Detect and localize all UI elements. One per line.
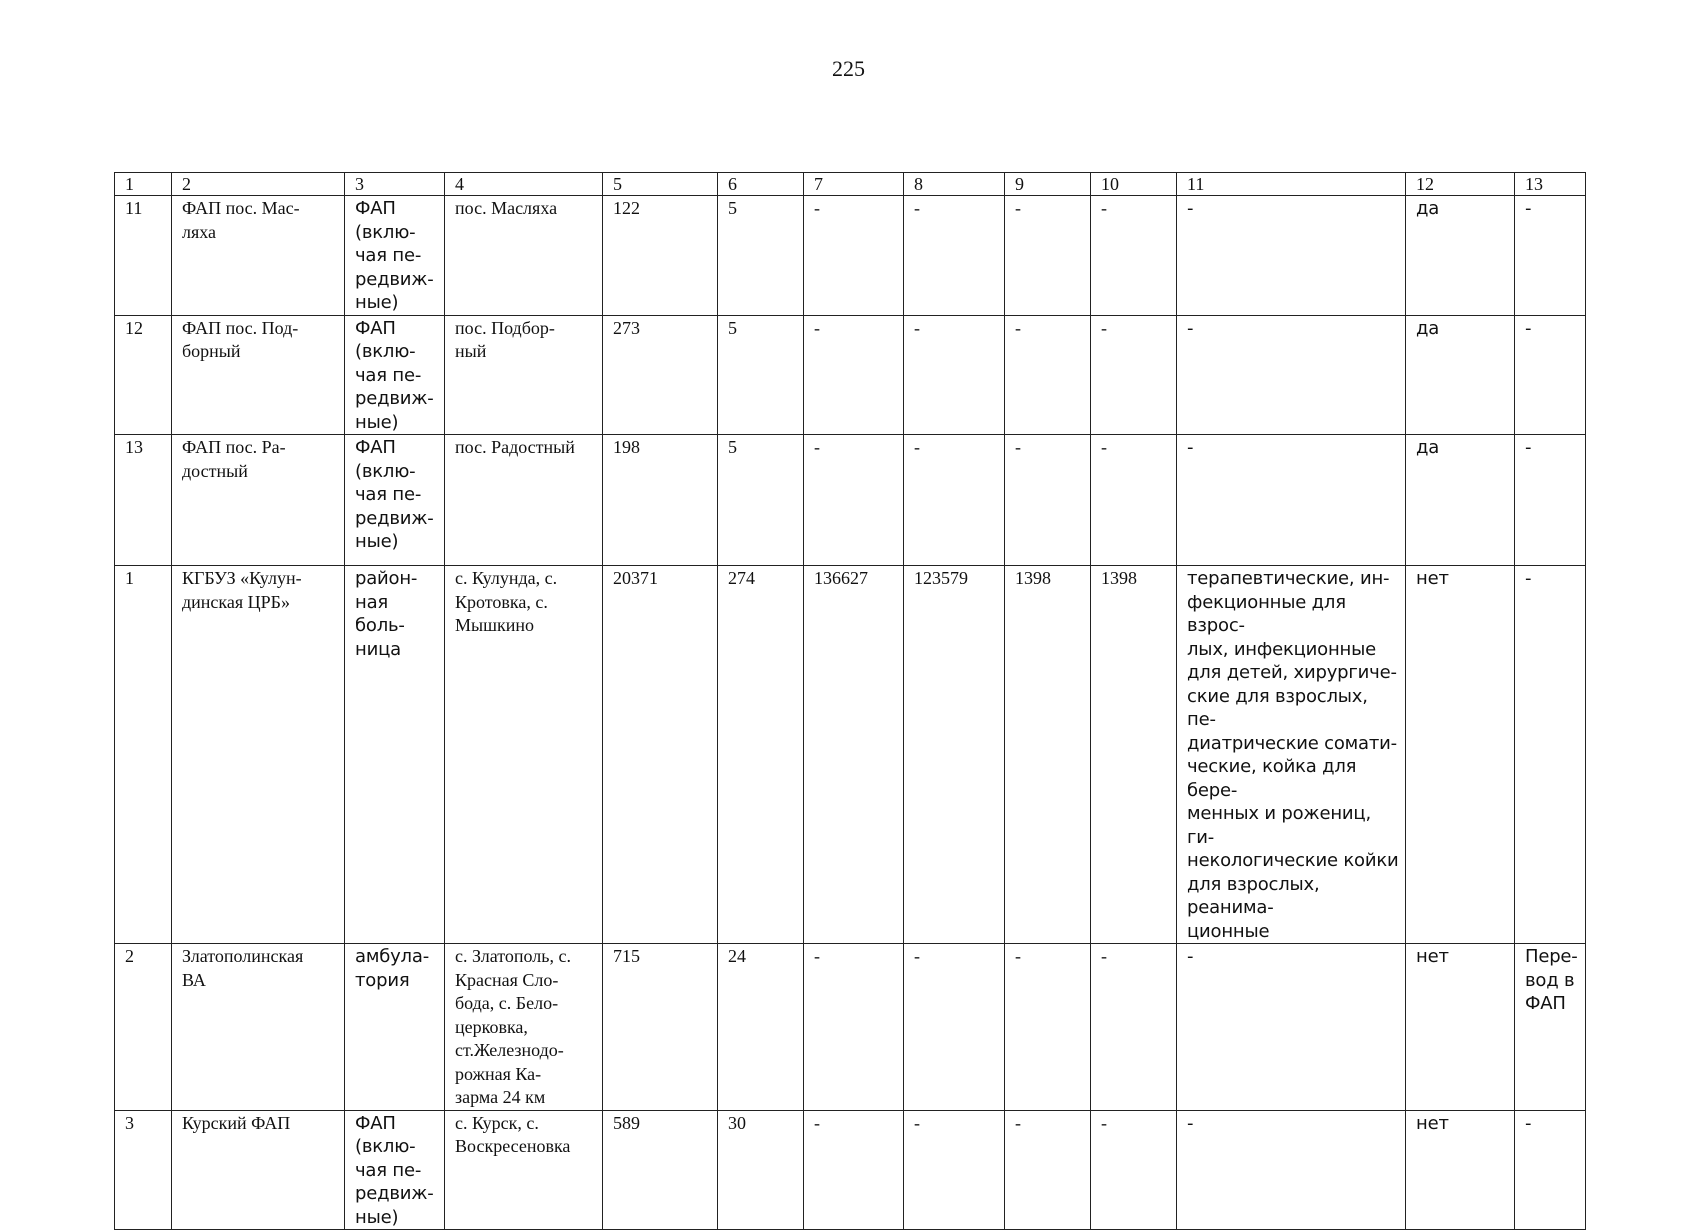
table-cell: - — [904, 944, 1005, 1111]
table-cell: да — [1406, 435, 1515, 566]
table-cell: - — [904, 315, 1005, 435]
table-cell: Златополинская ВА — [172, 944, 345, 1111]
table-cell: 123579 — [904, 566, 1005, 944]
table-cell: - — [1515, 196, 1586, 316]
table-cell: 1398 — [1005, 566, 1091, 944]
table-row — [115, 435, 1586, 566]
table-cell: - — [804, 315, 904, 435]
table-cell: ФАП (вклю- чая пе- редвиж- ные) — [345, 315, 445, 435]
table-row — [115, 315, 1586, 435]
table-cell: 589 — [603, 1110, 718, 1230]
table-cell: - — [1091, 944, 1177, 1111]
table-cell: 3 — [115, 1110, 172, 1230]
table-cell: 274 — [718, 566, 804, 944]
table-cell: Курский ФАП — [172, 1110, 345, 1230]
page-number: 225 — [832, 56, 865, 81]
table-cell: - — [1091, 435, 1177, 566]
table-cell: 11 — [115, 196, 172, 316]
table-row — [115, 944, 1586, 1111]
table-cell: пос. Подбор- ный — [445, 315, 603, 435]
table-cell: 5 — [718, 315, 804, 435]
table-cell: - — [1177, 435, 1406, 566]
table-cell: ФАП пос. Ра- достный — [172, 435, 345, 566]
table-header-row — [115, 173, 1586, 196]
table-cell: 12 — [115, 315, 172, 435]
table-cell: КГБУЗ «Кулун- динская ЦРБ» — [172, 566, 345, 944]
table-cell: 30 — [718, 1110, 804, 1230]
table-cell: - — [804, 435, 904, 566]
column-header: 6 — [718, 173, 804, 196]
table-cell: ФАП пос. Мас- ляха — [172, 196, 345, 316]
table-cell: пос. Масляха — [445, 196, 603, 316]
table-cell: терапевтические, ин- фекционные для взрос- лых, инфекционные для детей, хирургиче- ские для взрослых, пе- диатрические сомати- ческие, койка для бере- менных и рожениц, ги- некологические койки для взрослых, реанима- ционные — [1177, 566, 1406, 944]
table-cell: - — [1177, 315, 1406, 435]
table-cell: - — [1005, 944, 1091, 1111]
column-header: 8 — [904, 173, 1005, 196]
table-cell: да — [1406, 315, 1515, 435]
table-cell: да — [1406, 196, 1515, 316]
table-cell: - — [1515, 1110, 1586, 1230]
table-cell: - — [1091, 196, 1177, 316]
table-cell: с. Кулунда, с. Кротовка, с. Мышкино — [445, 566, 603, 944]
column-header: 13 — [1515, 173, 1586, 196]
table-cell: 136627 — [804, 566, 904, 944]
table-cell: 198 — [603, 435, 718, 566]
table-row — [115, 196, 1586, 316]
table-cell: с. Златополь, с. Красная Сло- бода, с. Бело- церковка, ст.Железнодо- рожная Ка- зарма 24 км — [445, 944, 603, 1111]
table-cell: 1 — [115, 566, 172, 944]
table-cell: - — [904, 196, 1005, 316]
column-header: 9 — [1005, 173, 1091, 196]
table-cell: - — [1177, 944, 1406, 1111]
table-cell: - — [804, 944, 904, 1111]
table-cell: - — [904, 435, 1005, 566]
table-cell: с. Курск, с. Воскресеновка — [445, 1110, 603, 1230]
table-cell: ФАП (вклю- чая пе- редвиж- ные) — [345, 1110, 445, 1230]
column-header: 7 — [804, 173, 904, 196]
table-row — [115, 566, 1586, 944]
table-cell: 122 — [603, 196, 718, 316]
table-cell: - — [1005, 196, 1091, 316]
table-cell: 1398 — [1091, 566, 1177, 944]
column-header: 1 — [115, 173, 172, 196]
table-cell: - — [1515, 566, 1586, 944]
table-cell: амбула- тория — [345, 944, 445, 1111]
table-cell: 5 — [718, 196, 804, 316]
table-cell: нет — [1406, 566, 1515, 944]
table-cell: ФАП пос. Под- борный — [172, 315, 345, 435]
table-cell: 24 — [718, 944, 804, 1111]
table-cell: 5 — [718, 435, 804, 566]
table-cell: - — [1091, 315, 1177, 435]
column-header: 5 — [603, 173, 718, 196]
table-cell: - — [1177, 1110, 1406, 1230]
table-cell: - — [804, 1110, 904, 1230]
column-header: 12 — [1406, 173, 1515, 196]
table-cell: - — [904, 1110, 1005, 1230]
table-cell: 715 — [603, 944, 718, 1111]
table-cell: - — [1005, 1110, 1091, 1230]
table-cell: нет — [1406, 1110, 1515, 1230]
table-cell: пос. Радостный — [445, 435, 603, 566]
column-header: 3 — [345, 173, 445, 196]
table-cell: - — [1005, 435, 1091, 566]
table-cell: 273 — [603, 315, 718, 435]
table-cell: - — [1515, 315, 1586, 435]
column-header: 11 — [1177, 173, 1406, 196]
table-cell: - — [1515, 435, 1586, 566]
table-cell: Пере- вод в ФАП — [1515, 944, 1586, 1111]
table-cell: нет — [1406, 944, 1515, 1111]
facilities-table — [114, 172, 1586, 1230]
table-cell: - — [1091, 1110, 1177, 1230]
table-row — [115, 1110, 1586, 1230]
table-cell: - — [804, 196, 904, 316]
table-cell: 20371 — [603, 566, 718, 944]
column-header: 2 — [172, 173, 345, 196]
table-cell: ФАП (вклю- чая пе- редвиж- ные) — [345, 196, 445, 316]
table-cell: - — [1177, 196, 1406, 316]
table-cell: 13 — [115, 435, 172, 566]
table-cell: район- ная боль- ница — [345, 566, 445, 944]
table-cell: - — [1005, 315, 1091, 435]
table-cell: ФАП (вклю- чая пе- редвиж- ные) — [345, 435, 445, 566]
column-header: 10 — [1091, 173, 1177, 196]
table-cell: 2 — [115, 944, 172, 1111]
column-header: 4 — [445, 173, 603, 196]
